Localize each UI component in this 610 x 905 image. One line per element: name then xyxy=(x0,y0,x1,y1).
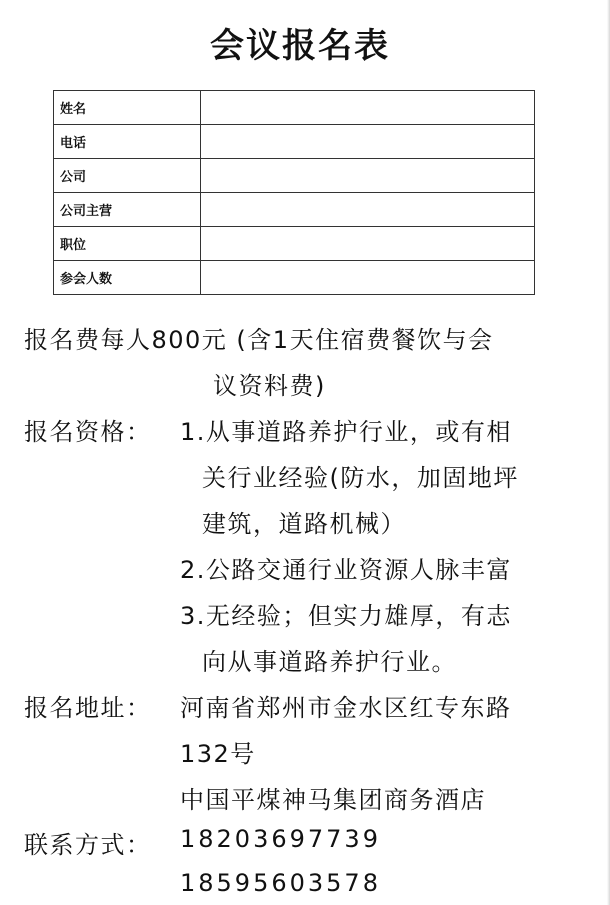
form-label-company: 公司 xyxy=(54,159,201,193)
form-field-company[interactable] xyxy=(201,159,535,193)
form-row-company xyxy=(54,159,535,193)
form-field-phone[interactable] xyxy=(201,125,535,159)
contact-phone-2: 18595603578 xyxy=(180,869,381,897)
qualification-item-3-line-1: 3.无经验；但实力雄厚，有志 xyxy=(180,602,512,630)
form-field-attendees[interactable] xyxy=(201,261,535,295)
form-row-company-business xyxy=(54,193,535,227)
qualification-item-2: 2.公路交通行业资源人脉丰富 xyxy=(180,556,512,584)
form-field-company-business[interactable] xyxy=(201,193,535,227)
form-field-position[interactable] xyxy=(201,227,535,261)
form-label-attendees: 参会人数 xyxy=(54,261,201,295)
form-label-position: 职位 xyxy=(54,227,201,261)
form-field-name[interactable] xyxy=(201,91,535,125)
registration-form-table xyxy=(53,90,535,295)
qualification-item-3-line-2: 向从事道路养护行业。 xyxy=(202,648,457,676)
address-line-3: 中国平煤神马集团商务酒店 xyxy=(180,786,486,814)
fee-line-1: 报名费每人800元 (含1天住宿费餐饮与会 xyxy=(24,326,494,354)
page-title: 会议报名表 xyxy=(210,26,390,66)
form-row-name xyxy=(54,91,535,125)
form-row-phone xyxy=(54,125,535,159)
qualification-label: 报名资格： xyxy=(24,418,152,446)
form-row-attendees xyxy=(54,261,535,295)
contact-label: 联系方式： xyxy=(24,831,152,859)
address-line-2: 132号 xyxy=(180,740,256,768)
form-label-company-business: 公司主营 xyxy=(54,193,201,227)
qualification-item-1-line-3: 建筑，道路机械） xyxy=(202,510,406,538)
qualification-item-1-line-1: 1.从事道路养护行业，或有相 xyxy=(180,418,512,446)
fee-line-2: 议资料费) xyxy=(213,372,326,400)
address-label: 报名地址： xyxy=(24,694,152,722)
qualification-item-1-line-2: 关行业经验(防水，加固地坪 xyxy=(202,464,519,492)
contact-phone-1: 18203697739 xyxy=(180,825,381,853)
form-label-phone: 电话 xyxy=(54,125,201,159)
address-line-1: 河南省郑州市金水区红专东路 xyxy=(180,694,512,722)
form-label-name: 姓名 xyxy=(54,91,201,125)
form-row-position xyxy=(54,227,535,261)
